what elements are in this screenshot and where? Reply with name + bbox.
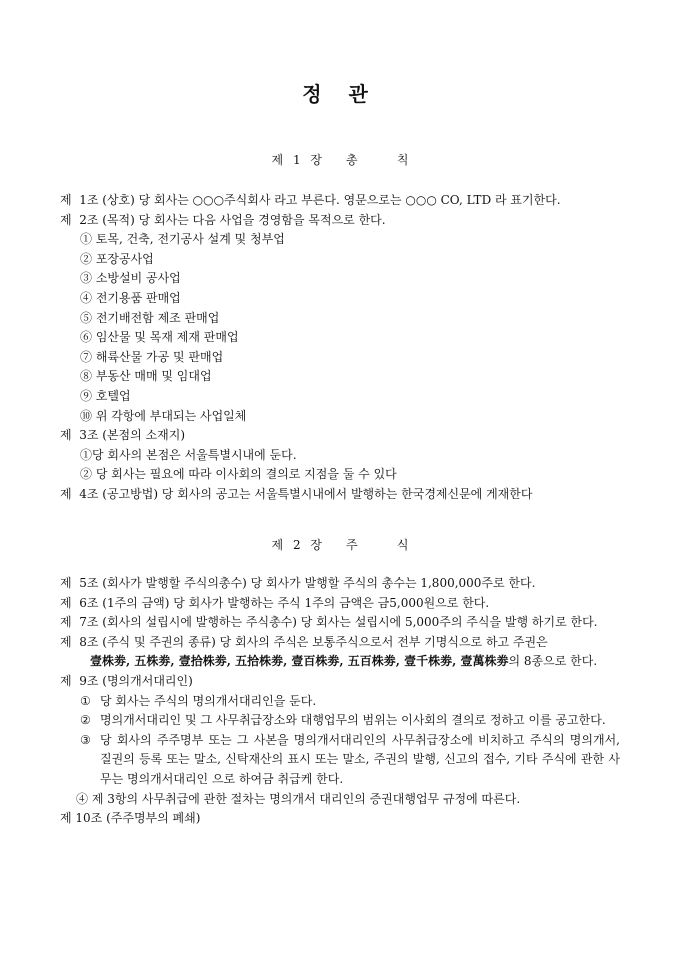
list-item: ② 당 회사는 필요에 따라 이사회의 결의로 지점을 둘 수 있다 [80, 467, 397, 482]
chapter-2-body [60, 574, 620, 829]
article-1 [60, 191, 620, 211]
list-item: ③ 소방설비 공사업 [80, 271, 181, 286]
article-text: (본점의 소재지) [102, 428, 185, 443]
item-text: 명의개서대리인 및 그 사무취급장소와 대행업무의 범위는 이사회의 결의로 정하고 이를 공고한다. [100, 713, 606, 728]
article-number: 제 3조 [60, 428, 103, 443]
article-8-continuation [60, 652, 620, 672]
list-item: ④ 제 3항의 사무취급에 관한 절차는 명의개서 대리인의 증권대행업무 규정에 따른다. [76, 791, 521, 806]
article-text: (공고방법) 당 회사의 공고는 서울특별시내에서 발행하는 한국경제신문에 게재한다 [102, 486, 533, 501]
item-text: 당 회사의 주주명부 또는 그 사본을 명의개서대리인의 사무취급장소에 비치하고 주식의 명의개서, 질권의 등록 또는 말소, 신탁재산의 표시 또는 말소, 주권의 발행, 신고의 접수, 기타 주식에 관한 사무는 명의개서대리인 으로 하여금 취급케 한다. [100, 732, 620, 786]
article-text: (1주의 금액) 당 회사가 발행하는 주식 1주의 금액은 금5,000원으로 한다. [102, 595, 490, 610]
article-4 [60, 485, 620, 505]
article-text: (상호) 당 회사는 ○○○주식회사 라고 부른다. 영문으로는 ○○○ CO, LTD 라 표기한다. [102, 193, 561, 207]
list-item: ⑧ 부동산 매매 및 임대업 [80, 369, 212, 384]
chapter-number: 제 2 장 [271, 538, 322, 552]
item-marker: ① [80, 693, 91, 708]
article-2 [60, 211, 620, 231]
chapter-number: 제 1 장 [271, 153, 322, 167]
article-text: (주주명부의 폐쇄) [106, 811, 201, 826]
item-text: 당 회사는 주식의 명의개서대리인을 둔다. [100, 693, 317, 708]
item-marker: ③ [80, 732, 91, 747]
list-item: ④ 전기용품 판매업 [80, 290, 181, 305]
chapter-1-body [60, 191, 620, 505]
article-text: (회사가 발행할 주식의총수) 당 회사가 발행할 주식의 총수는 1,800,000주로 한다. [102, 576, 536, 590]
article-number: 제 10조 [60, 811, 107, 826]
list-item: ①당 회사의 본점은 서울특별시내에 둔다. [80, 447, 297, 462]
list-item: ⑥ 임산물 및 목재 제재 판매업 [80, 330, 239, 345]
article-number: 제 6조 [60, 595, 103, 610]
article-6 [60, 594, 620, 614]
chapter-2-heading [0, 536, 680, 553]
article-number: 제 5조 [60, 576, 103, 590]
article-text-tail: 의 8종으로 한다. [508, 654, 598, 669]
article-number: 제 4조 [60, 486, 103, 501]
list-item: ⑨ 호텔업 [80, 388, 131, 403]
list-item [60, 692, 620, 712]
article-number: 제 7조 [60, 615, 103, 630]
article-text: (주식 및 주권의 종류) 당 회사의 주식은 보통주식으로서 전부 기명식으로 하고 주권은 [102, 634, 548, 649]
list-item: ⑤ 전기배전함 제조 판매업 [80, 310, 220, 325]
article-5 [60, 574, 620, 594]
article-9 [60, 672, 620, 692]
chapter-name: 총 칙 [346, 153, 409, 167]
share-certificate-types: 壹株劵, 五株劵, 壹拾株劵, 五拾株劵, 壹百株劵, 五百株劵, 壹千株劵, 壹萬株劵 [90, 654, 509, 669]
chapter-name: 주 식 [346, 538, 409, 552]
article-8 [60, 633, 620, 653]
item-marker: ② [80, 713, 91, 728]
chapter-1-heading [0, 151, 680, 168]
list-item: ② 포장공사업 [80, 251, 154, 266]
article-number: 제 2조 [60, 212, 103, 227]
article-text: (명의개서대리인) [102, 673, 193, 688]
article-text: (목적) 당 회사는 다음 사업을 경영함을 목적으로 한다. [102, 212, 386, 227]
document-title: 정 관 [302, 82, 378, 106]
list-item: ① 토목, 건축, 전기공사 설계 및 청부업 [80, 232, 285, 247]
article-text: (회사의 설립시에 발행하는 주식총수) 당 회사는 설립시에 5,000주의 주식을 발행 하기로 한다. [102, 615, 598, 630]
list-item [60, 731, 620, 790]
list-item: ⑦ 해륙산물 가공 및 판매업 [80, 349, 224, 364]
list-item [60, 711, 620, 731]
article-3 [60, 426, 620, 446]
article-number: 제 1조 [60, 193, 103, 207]
article-number: 제 9조 [60, 673, 103, 688]
article-10 [60, 809, 620, 829]
article-7 [60, 613, 620, 633]
article-number: 제 8조 [60, 634, 103, 649]
list-item: ⑩ 위 각항에 부대되는 사업일체 [80, 408, 247, 423]
